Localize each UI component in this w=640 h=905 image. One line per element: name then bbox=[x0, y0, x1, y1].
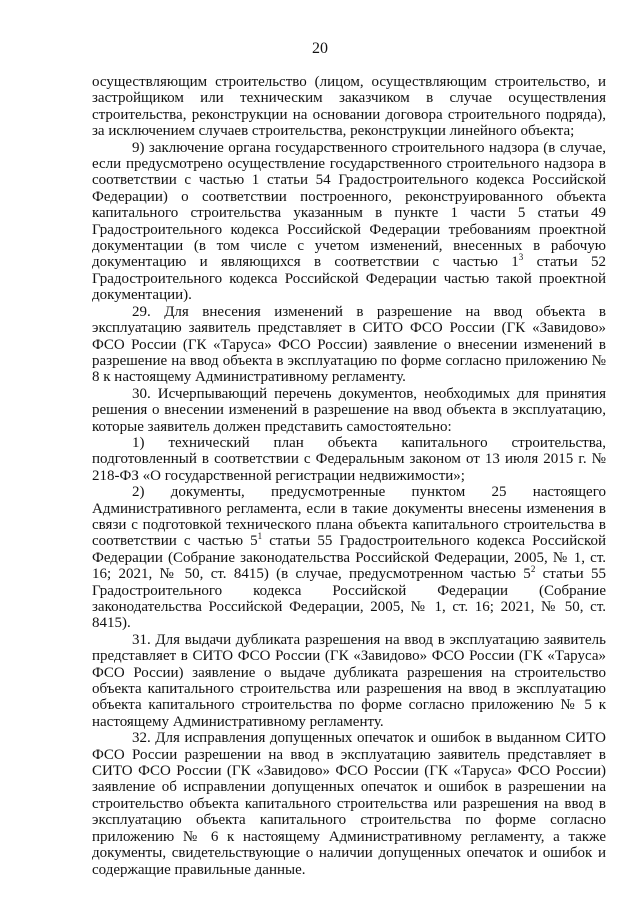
paragraph-p-30-2 bbox=[92, 484, 606, 632]
document-body bbox=[92, 74, 606, 878]
text-segment: 29. Для внесения изменений в разрешение на ввод объекта в эксплуатацию заявитель представляет в СИТО ФСО России (ГК «Завидово» ФСО России (ГК «Таруса» ФСО России) заявление о внесении изменений в разрешение на ввод объекта в эксплуатацию по форме согласно приложению № 8 к настоящему Административному регламенту. bbox=[92, 303, 606, 386]
text-segment: статьи 52 Градостроительного кодекса Российской Федерации частью такой проектной документации). bbox=[92, 254, 607, 304]
text-segment: статьи 55 Градостроительного кодекса Российской Федерации (Собрание законодательства Российской Федерации, 2005, № 1, ст. 16; 2021, № 50, ст. 8415). bbox=[92, 566, 606, 632]
paragraph-p-29 bbox=[92, 304, 606, 386]
superscript: 2 bbox=[530, 564, 536, 575]
paragraph-p-30-1 bbox=[92, 435, 606, 484]
superscript: 3 bbox=[518, 252, 524, 263]
text-segment: 1) технический план объекта капитального строительства, подготовленный в соответствии с Федеральным законом от 13 июля 2015 г. № 218-ФЗ «О государственной регистрации недвижимости»; bbox=[92, 434, 606, 484]
text-segment: 2) документы, предусмотренные пунктом 25 настоящего Административного регламента, если в такие документы внесены изменения в связи с подготовкой технического плана объекта капитального строительства в соответствии с частью 5 bbox=[92, 484, 606, 550]
paragraph-p-9 bbox=[92, 140, 606, 304]
text-segment: 32. Для исправления допущенных опечаток и ошибок в выданном СИТО ФСО России разрешении на ввод в эксплуатацию заявитель представляет в СИТО ФСО России (ГК «Завидово» ФСО России (ГК «Таруса» ФСО России) заявление об исправлении допущенных опечаток и ошибок в разрешении на строительство объекта капитального строительства или разрешения на ввод в эксплуатацию объекта капитального строительства по форме согласно приложению № 6 к настоящему Административному регламенту, а также документы, свидетельствующие о наличии допущенных опечаток и ошибок и содержащие правильные данные. bbox=[92, 730, 606, 878]
paragraph-p-cont bbox=[92, 74, 606, 140]
text-segment: статьи 55 Градостроительного кодекса Российской Федерации (Собрание законодательства Российской Федерации, 2005, № 1, ст. 16; 2021, № 50, ст. 8415) (в случае, предусмотренном частью 5 bbox=[92, 533, 607, 583]
text-segment: 9) заключение органа государственного строительного надзора (в случае, если предусмотрено осуществление государственного строительного надзора в соответствии с частью 1 статьи 54 Градостроительного кодекса Российской Федерации) о соответствии построенного, реконструированного объекта капитального строительства указанным в пункте 1 части 5 статьи 49 Градостроительного кодекса Российской Федерации требованиям проектной документации (в том числе с учетом изменений, внесенных в рабочую документацию и являющихся в соответствии с частью 1 bbox=[92, 139, 606, 271]
paragraph-p-31 bbox=[92, 632, 606, 730]
text-segment: 30. Исчерпывающий перечень документов, необходимых для принятия решения о внесении изменений в разрешение на ввод объекта в эксплуатацию, которые заявитель должен представить самостоятельно: bbox=[92, 385, 606, 435]
text-segment: 31. Для выдачи дубликата разрешения на ввод в эксплуатацию заявитель представляет в СИТО ФСО России (ГК «Завидово» ФСО России (ГК «Таруса» ФСО России) заявление о выдаче дубликата разрешения на строительство объекта капитального строительства или разрешения на ввод в эксплуатацию объекта капитального строительства по форме согласно приложению № 5 к настоящему Административному регламенту. bbox=[92, 631, 606, 730]
paragraph-p-30 bbox=[92, 386, 606, 435]
page-number: 20 bbox=[312, 40, 328, 57]
text-segment: осуществляющим строительство (лицом, осуществляющим строительство, и застройщиком или техническим заказчиком в случае осуществления строительства, реконструкции на основании договора строительного подряда), за исключением случаев строительства, реконструкции линейного объекта; bbox=[92, 74, 606, 140]
superscript: 1 bbox=[257, 531, 263, 542]
paragraph-p-32 bbox=[92, 730, 606, 878]
